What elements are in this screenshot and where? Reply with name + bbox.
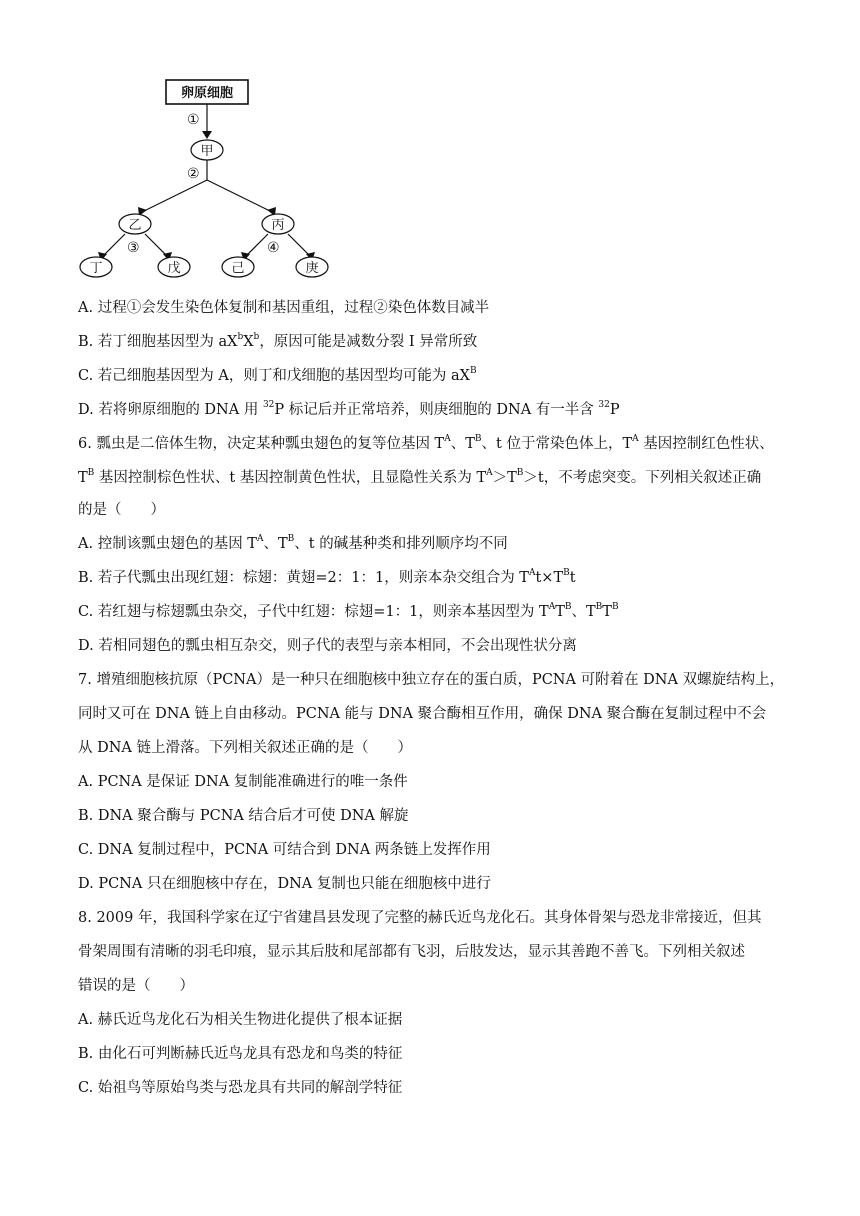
- q5-option-d: D. 若将卵原细胞的 DNA 用 $^{32}$P 标记后并正常培养，则庚细胞的 DNA 有一半含 $^{32}$P: [78, 400, 620, 418]
- q6-stem-line-1: 6. 瓢虫是二倍体生物，决定某种瓢虫翅色的复等位基因 $T^A$、$T^B$、t 位于常染色体上，$T^A$ 基因控制红色性状、: [78, 434, 774, 452]
- cell-geng-label: 庚: [305, 261, 319, 276]
- q7-option-d: D. PCNA 只在细胞核中存在，DNA 复制也只能在细胞核中进行: [78, 876, 491, 892]
- cell-ding-label: 丁: [89, 261, 103, 276]
- q7-stem-line-3: 从 DNA 链上滑落。下列相关叙述正确的是（ ）: [78, 740, 413, 756]
- cell-ji-label: 己: [231, 261, 245, 276]
- q7-stem-line-2: 同时又可在 DNA 链上自由移动。PCNA 能与 DNA 聚合酶相互作用，确保 DNA 聚合酶在复制过程中不会: [78, 706, 767, 722]
- step-4-label: ④: [267, 240, 280, 256]
- meiosis-diagram: [70, 74, 340, 284]
- q6-stem-line-2: $T^B$ 基因控制棕色性状、t 基因控制黄色性状，且显隐性关系为 $T^A>T^B>t$，不考虑突变。下列相关叙述正确: [78, 468, 762, 486]
- cell-yi-label: 乙: [128, 218, 142, 233]
- q5-option-c: C. 若己细胞基因型为 A，则丁和戊细胞的基因型均可能为 $aX^B$: [78, 366, 477, 384]
- q8-stem-line-3: 错误的是（ ）: [78, 978, 194, 994]
- q7-stem-line-1: 7. 增殖细胞核抗原（PCNA）是一种只在细胞核中独立存在的蛋白质，PCNA 可附着在 DNA 双螺旋结构上，: [78, 672, 785, 688]
- step-3-label: ③: [127, 240, 140, 256]
- q6-option-b: B. 若子代瓢虫出现红翅：棕翅：黄翅=2：1：1，则亲本杂交组合为 $T^At\times T^Bt$: [78, 568, 576, 586]
- q7-option-b: B. DNA 聚合酶与 PCNA 结合后才可使 DNA 解旋: [78, 808, 409, 824]
- oogonium-label: 卵原细胞: [180, 86, 234, 101]
- cell-bing-label: 丙: [271, 218, 285, 233]
- q8-stem-line-2: 骨架周围有清晰的羽毛印痕，显示其后肢和尾部都有飞羽，后肢发达，显示其善跑不善飞。下列相关叙述: [78, 944, 745, 960]
- cell-wu-label: 戊: [167, 261, 181, 276]
- q8-stem-line-1: 8. 2009 年，我国科学家在辽宁省建昌县发现了完整的赫氏近鸟龙化石。其身体骨架与恐龙非常接近，但其: [78, 910, 762, 926]
- q6-option-c: C. 若红翅与棕翅瓢虫杂交，子代中红翅：棕翅=1：1，则亲本基因型为 $T^AT^B$、$T^BT^B$: [78, 602, 619, 620]
- q8-option-b: B. 由化石可判断赫氏近鸟龙具有恐龙和鸟类的特征: [78, 1046, 403, 1062]
- q8-option-a: A. 赫氏近鸟龙化石为相关生物进化提供了根本证据: [78, 1012, 403, 1028]
- step-1-label: ①: [187, 112, 200, 128]
- q7-option-a: A. PCNA 是保证 DNA 复制能准确进行的唯一条件: [78, 774, 408, 790]
- step-2-label: ②: [187, 166, 200, 182]
- q5-option-a: A. 过程①会发生染色体复制和基因重组，过程②染色体数目减半: [78, 300, 490, 316]
- q8-option-c: C. 始祖鸟等原始鸟类与恐龙具有共同的解剖学特征: [78, 1080, 403, 1096]
- q6-option-d: D. 若相同翅色的瓢虫相互杂交，则子代的表型与亲本相同，不会出现性状分离: [78, 638, 577, 654]
- cell-jia-label: 甲: [200, 144, 214, 159]
- q6-stem-line-3: 的是（ ）: [78, 502, 165, 518]
- q6-option-a: A. 控制该瓢虫翅色的基因 $T^A$、$T^B$、t 的碱基种类和排列顺序均不同: [78, 534, 508, 552]
- q5-option-b: B. 若丁细胞基因型为 $aX^bX^b$，原因可能是减数分裂 I 异常所致: [78, 332, 478, 350]
- q7-option-c: C. DNA 复制过程中，PCNA 可结合到 DNA 两条链上发挥作用: [78, 842, 491, 858]
